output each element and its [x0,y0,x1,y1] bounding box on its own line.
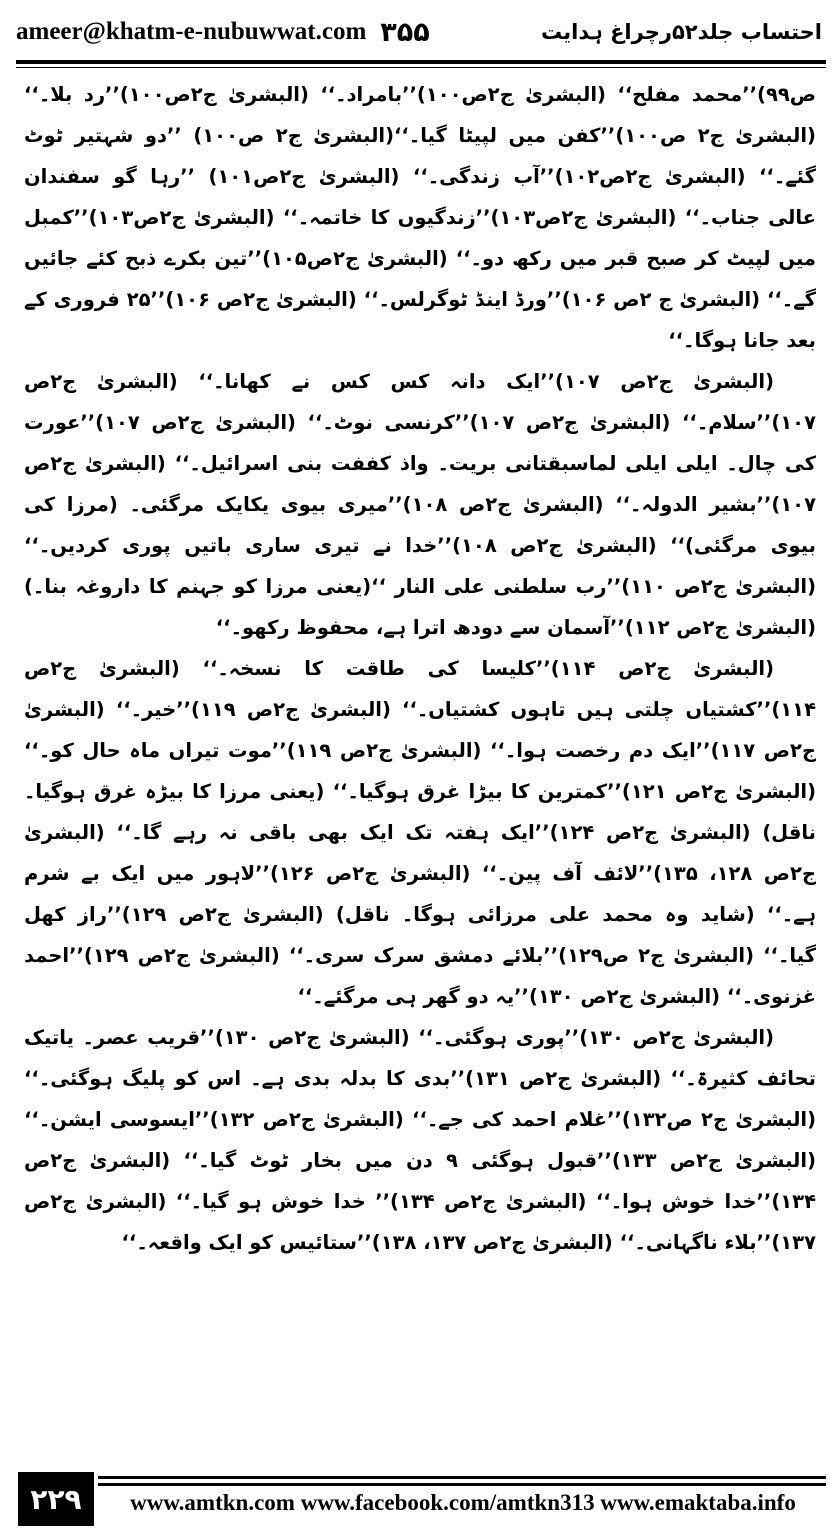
page-header [16,12,822,52]
footer-rules [98,1476,826,1486]
paragraph: ص۹۹)’’محمد مفلح‘‘ (البشریٰ ج۲ص۱۰۰)’’بامراد۔‘‘ (البشریٰ ج۲ص۱۰۰)’’رد بلا۔‘‘ (البشریٰ ج۲ ص۱۰۰)’’کفن میں لپیٹا گیا۔‘‘(البشریٰ ج۲ ص۱۰۰) ’’دو شہتیر ٹوٹ گئے۔‘‘ (البشریٰ ج۲ص۱۰۲)’’آب زندگی۔‘‘ (البشریٰ ج۲ص۱۰۱) ’’رہا گو سفندان عالی جناب۔‘‘ (البشریٰ ج۲ص۱۰۳)’’زندگیوں کا خاتمہ۔‘‘ (البشریٰ ج۲ص۱۰۳)’’کمبل میں لپیٹ کر صبح قبر میں رکھ دو۔‘‘ (البشریٰ ج۲ص۱۰۵)’’تین بکرے ذبح کئے جائیں گے۔‘‘ (البشریٰ ج ۲ص ۱۰۶)’’ورڈ اینڈ ٹوگرلس۔‘‘ (البشریٰ ج۲ص ۱۰۶)’’۲۵ فروری کے بعد جانا ہوگا۔‘‘ [24,83,816,352]
page-body [24,74,816,1454]
footer-urls: www.amtkn.com www.facebook.com/amtkn313 www.emaktaba.info [130,1490,796,1515]
paragraph: (البشریٰ ج۲ص ۱۳۰)’’پوری ہوگئی۔‘‘ (البشریٰ ج۲ص ۱۳۰)’’قریب عصر۔ یاتیک تحائف کثیرۃ۔‘‘ (البشریٰ ج۲ص ۱۳۱)’’بدی کا بدلہ بدی ہے۔ اس کو پلیگ ہوگئی۔‘‘ (البشریٰ ج۲ ص۱۳۲)’’غلام احمد کی جے۔‘‘ (البشریٰ ج۲ص ۱۳۲)’’ایسوسی ایشن۔‘‘ (البشریٰ ج۲ص ۱۳۳)’’قبول ہوگئی ۹ دن میں بخار ٹوٹ گیا۔‘‘ (البشریٰ ج۲ص ۱۳۴)’’خدا خوش ہوا۔‘‘ (البشریٰ ج۲ص ۱۳۴)’’ خدا خوش ہو گیا۔‘‘ (البشریٰ ج۲ص ۱۳۷)’’بلاء ناگہانی۔‘‘ (البشریٰ ج۲ص ۱۳۷، ۱۳۸)’’ستائیس کو ایک واقعہ۔‘‘ [24,1026,816,1254]
page-footer [18,1472,826,1528]
header-book-title: احتساب جلد۵۲رچراغ ہدایت [541,20,822,44]
header-page-number: ۳۵۵ [380,16,430,48]
header-left [16,17,430,48]
header-rule-thin [16,67,826,68]
header-email: ameer@khatm-e-nubuwwat.com [16,18,367,45]
paragraph: (البشریٰ ج۲ص ۱۰۷)’’ایک دانہ کس کس نے کھانا۔‘‘ (البشریٰ ج۲ص ۱۰۷)’’سلام۔‘‘ (البشریٰ ج۲ص ۱۰۷)’’کرنسی نوٹ۔‘‘ (البشریٰ ج۲ص ۱۰۷)’’عورت کی چال۔ ایلی ایلی لماسبقتانی بریت۔ واذ کففت بنی اسرائیل۔‘‘ (البشریٰ ج۲ص ۱۰۷)’’بشیر الدولہ۔‘‘ (البشریٰ ج۲ص ۱۰۸)’’میری بیوی یکایک مرگئی۔ (مرزا کی بیوی مرگئی)‘‘ (البشریٰ ج۲ص ۱۰۸)’’خدا نے تیری ساری باتیں پوری کردیں۔‘‘ (البشریٰ ج۲ص ۱۱۰)’’رب سلطنی علی النار ‘‘(یعنی مرزا کو جہنم کا داروغہ بنا۔) (البشریٰ ج۲ص ۱۱۲)’’آسمان سے دودھ اترا ہے، محفوظ رکھو۔‘‘ [24,370,816,639]
footer-rule [98,1483,826,1486]
header-rule [16,60,826,64]
paragraph: (البشریٰ ج۲ص ۱۱۴)’’کلیسا کی طاقت کا نسخہ۔‘‘ (البشریٰ ج۲ص ۱۱۴)’’کشتیاں چلتی ہیں تاہوں کشتیاں۔‘‘ (البشریٰ ج۲ص ۱۱۹)’’خیر۔‘‘ (البشریٰ ج۲ص ۱۱۷)’’ایک دم رخصت ہوا۔‘‘ (البشریٰ ج۲ص ۱۱۹)’’موت تیراں ماہ حال کو۔‘‘ (البشریٰ ج۲ص ۱۲۱)’’کمترین کا بیڑا غرق ہوگیا۔‘‘ (یعنی مرزا کا بیڑہ غرق ہوگیا۔ ناقل) (البشریٰ ج۲ص ۱۲۴)’’ایک ہفتہ تک ایک بھی باقی نہ رہے گا۔‘‘ (البشریٰ ج۲ص ۱۲۸، ۱۳۵)’’لائف آف پین۔‘‘ (البشریٰ ج۲ص ۱۲۶)’’لاہور میں ایک بے شرم ہے۔‘‘ (شاید وہ محمد علی مرزائی ہوگا۔ ناقل) (البشریٰ ج۲ص ۱۲۹)’’راز کھل گیا۔‘‘ (البشریٰ ج۲ ص۱۲۹)’’بلائے دمشق سرک سری۔‘‘ (البشریٰ ج۲ص ۱۲۹)’’احمد غزنوی۔‘‘ (البشریٰ ج۲ص ۱۳۰)’’یہ دو گھر ہی مرگئے۔‘‘ [24,657,816,1008]
footer-rule [98,1476,826,1479]
footer-page-number: ۲۲۹ [18,1472,94,1526]
